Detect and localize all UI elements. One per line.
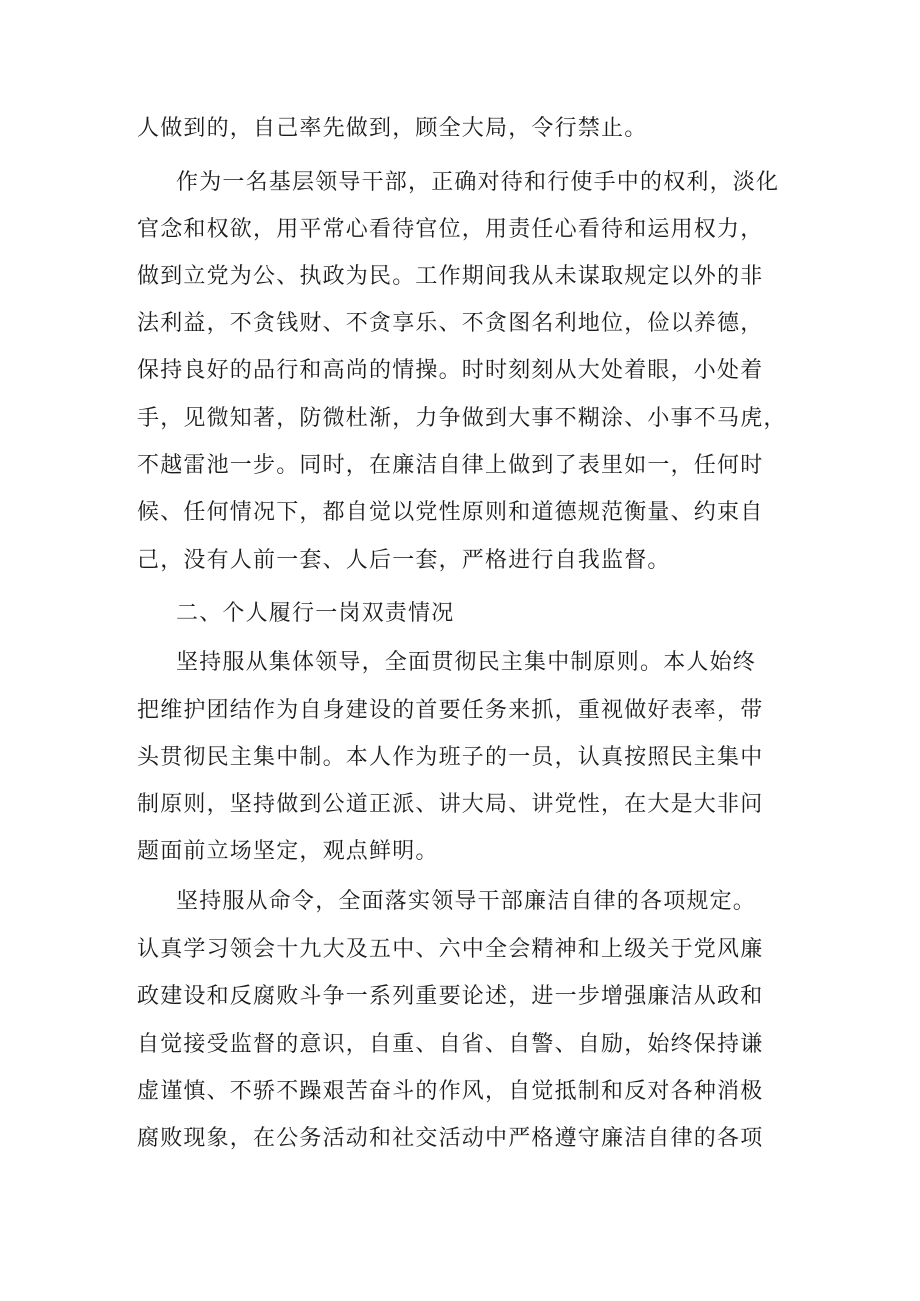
text-line: 官念和权欲，用平常心看待官位，用责任心看待和运用权力， [137,217,764,242]
text-line: 手，见微知著，防微杜渐，力争做到大事不糊涂、小事不马虎， [137,406,787,431]
text-line: 题面前立场坚定，观点鲜明。 [137,839,439,864]
text-line: 不越雷池一步。同时，在廉洁自律上做到了表里如一，任何时 [137,453,764,478]
text-line: 保持良好的品行和高尚的情操。时时刻刻从大处着眼，小处着 [137,358,764,383]
text-line: 腐败现象，在公务活动和社交活动中严格遵守廉洁自律的各项 [137,1126,764,1151]
text-line: 制原则，坚持做到公道正派、讲大局、讲党性，在大是大非问 [137,792,764,817]
text-line: 自觉接受监督的意识，自重、自省、自警、自励，始终保持谦 [137,1032,764,1057]
text-line: 政建设和反腐败斗争一系列重要论述，进一步增强廉洁从政和 [137,984,764,1009]
text-line: 人做到的，自己率先做到，顾全大局，令行禁止。 [137,116,648,141]
text-line: 认真学习领会十九大及五中、六中全会精神和上级关于党风廉 [137,937,764,962]
text-line: 做到立党为公、执政为民。工作期间我从未谋取规定以外的非 [137,264,764,289]
section-heading: 二、个人履行一岗双责情况 [176,601,455,626]
text-line: 候、任何情况下，都自觉以党性原则和道德规范衡量、约束自 [137,500,764,525]
text-line: 己，没有人前一套、人后一套，严格进行自我监督。 [137,548,671,573]
paragraph-first-line: 坚持服从命令，全面落实领导干部廉洁自律的各项规定。 [176,889,757,914]
text-line: 把维护团结作为自身建设的首要任务来抓，重视做好表率，带 [137,698,764,723]
paragraph-first-line: 作为一名基层领导干部，正确对待和行使手中的权利，淡化 [176,170,780,195]
text-line: 头贯彻民主集中制。本人作为班子的一员，认真按照民主集中 [137,745,764,770]
text-line: 虚谨慎、不骄不躁艰苦奋斗的作风，自觉抵制和反对各种消极 [137,1079,764,1104]
text-line: 法利益，不贪钱财、不贪享乐、不贪图名利地位，俭以养德， [137,311,764,336]
paragraph-first-line: 坚持服从集体领导，全面贯彻民主集中制原则。本人始终 [176,650,757,675]
